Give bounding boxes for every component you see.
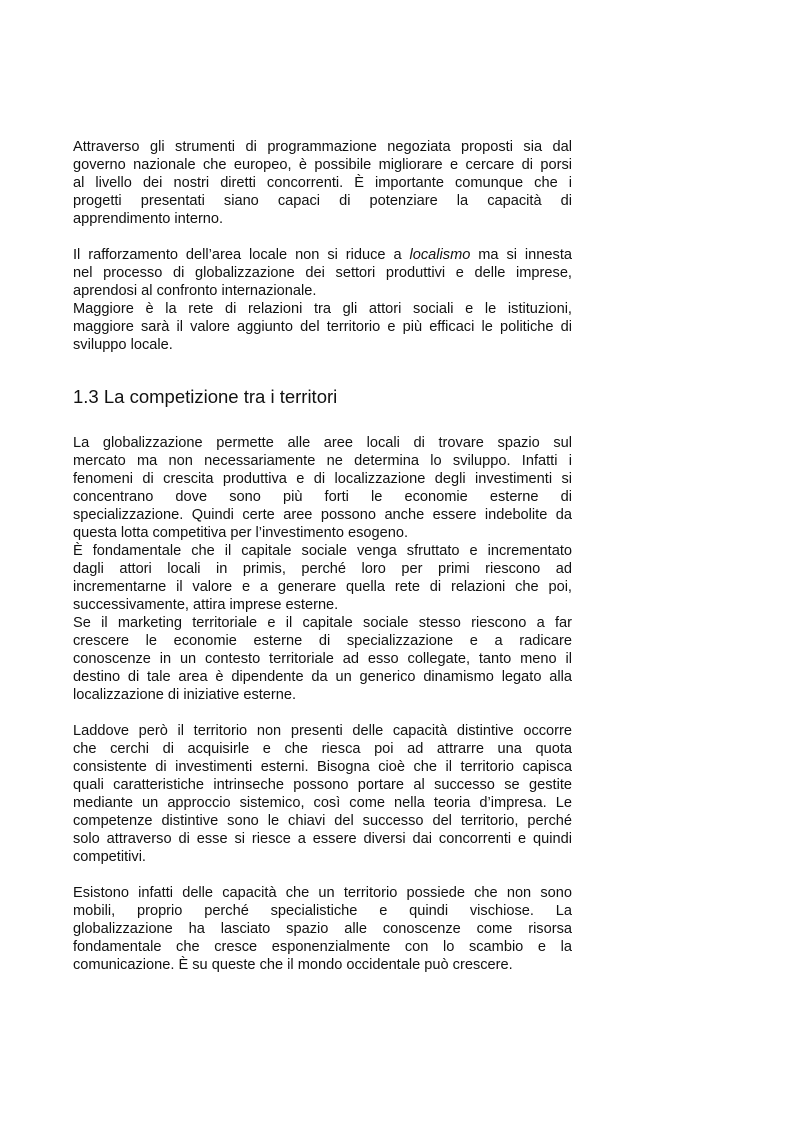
text-line: Attraverso gli strumenti di programmazione negoziata proposti sia dal	[73, 139, 572, 155]
text-line: competitivi.	[73, 849, 146, 865]
text-line	[73, 246, 572, 264]
text-line: governo nazionale che europeo, è possibile migliorare e cercare di porsi	[73, 157, 572, 173]
text-line: nel processo di globalizzazione dei settori produttivi e delle imprese,	[73, 265, 572, 281]
italic-term: localismo	[409, 247, 471, 263]
text-fragment: ma si innesta	[470, 247, 572, 263]
text-line: globalizzazione ha lasciato spazio alle conoscenze come risorsa	[73, 921, 572, 937]
text-line: che cerchi di acquisirle e che riesca poi ad attrarre una quota	[73, 741, 572, 757]
section-heading: 1.3 La competizione tra i territori	[73, 386, 338, 407]
text-line: successivamente, attira imprese esterne.	[73, 597, 339, 613]
text-line: questa lotta competitiva per l’investimento esogeno.	[73, 525, 409, 541]
text-line: apprendimento interno.	[73, 211, 224, 227]
text-line: maggiore sarà il valore aggiunto del territorio e più efficaci le politiche di	[73, 319, 572, 335]
text-line: crescere le economie esterne di specializzazione e a radicare	[73, 633, 572, 649]
text-line: specializzazione. Quindi certe aree possono anche essere indebolite da	[73, 507, 572, 523]
section-paragraph-1	[73, 434, 572, 542]
text-line: quali caratteristiche intrinseche possono portare al successo se gestite	[73, 777, 572, 793]
text-line: dagli attori locali in primis, perché loro per primi riescono ad	[73, 561, 572, 577]
text-line: sviluppo locale.	[73, 337, 173, 353]
text-line: mediante un approccio sistemico, così come nella teoria d’impresa. Le	[73, 795, 572, 811]
text-line: concentrano dove sono più forti le economie esterne di	[73, 489, 572, 505]
intro-paragraph-2	[73, 246, 572, 300]
text-line: fenomeni di crescita produttiva e di localizzazione degli investimenti si	[73, 471, 572, 487]
section-paragraph-4	[73, 722, 572, 866]
document-page	[73, 138, 572, 992]
text-line: progetti presentati siano capaci di potenziare la capacità di	[73, 193, 572, 209]
intro-paragraph-3	[73, 300, 572, 354]
text-line: localizzazione di iniziative esterne.	[73, 687, 297, 703]
text-line: destino di tale area è dipendente da un generico dinamismo legato alla	[73, 669, 572, 685]
text-line: conoscenze in un contesto territoriale ad esso collegate, tanto meno il	[73, 651, 572, 667]
section-paragraph-2	[73, 542, 572, 614]
text-line: solo attraverso di esse si riesce a essere diversi dai concorrenti e quindi	[73, 831, 572, 847]
text-fragment: Il rafforzamento dell’area locale non si riduce a	[73, 247, 410, 263]
text-line: Laddove però il territorio non presenti delle capacità distintive occorre	[73, 723, 572, 739]
text-line: mobili, proprio perché specialistiche e quindi vischiose. La	[73, 903, 572, 919]
intro-paragraph-1	[73, 138, 572, 228]
text-line: comunicazione. È su queste che il mondo occidentale può crescere.	[73, 957, 513, 973]
text-line: competenze distintive sono le chiavi del successo del territorio, perché	[73, 813, 572, 829]
section-paragraph-3	[73, 614, 572, 704]
text-line: fondamentale che cresce esponenzialmente con lo scambio e la	[73, 939, 572, 955]
section-paragraph-5	[73, 884, 572, 974]
text-line: È fondamentale che il capitale sociale venga sfruttato e incrementato	[73, 543, 572, 559]
text-line: consistente di investimenti esterni. Bisogna cioè che il territorio capisca	[73, 759, 572, 775]
text-line: Maggiore è la rete di relazioni tra gli attori sociali e le istituzioni,	[73, 301, 572, 317]
text-line: aprendosi al confronto internazionale.	[73, 283, 317, 299]
text-line: al livello dei nostri diretti concorrenti. È importante comunque che i	[73, 175, 572, 191]
text-line: incrementarne il valore e a generare quella rete di relazioni che poi,	[73, 579, 572, 595]
text-line: Se il marketing territoriale e il capitale sociale stesso riescono a far	[73, 615, 572, 631]
text-line: Esistono infatti delle capacità che un territorio possiede che non sono	[73, 885, 572, 901]
text-line: La globalizzazione permette alle aree locali di trovare spazio sul	[73, 435, 572, 451]
text-line: mercato ma non necessariamente ne determina lo sviluppo. Infatti i	[73, 453, 572, 469]
